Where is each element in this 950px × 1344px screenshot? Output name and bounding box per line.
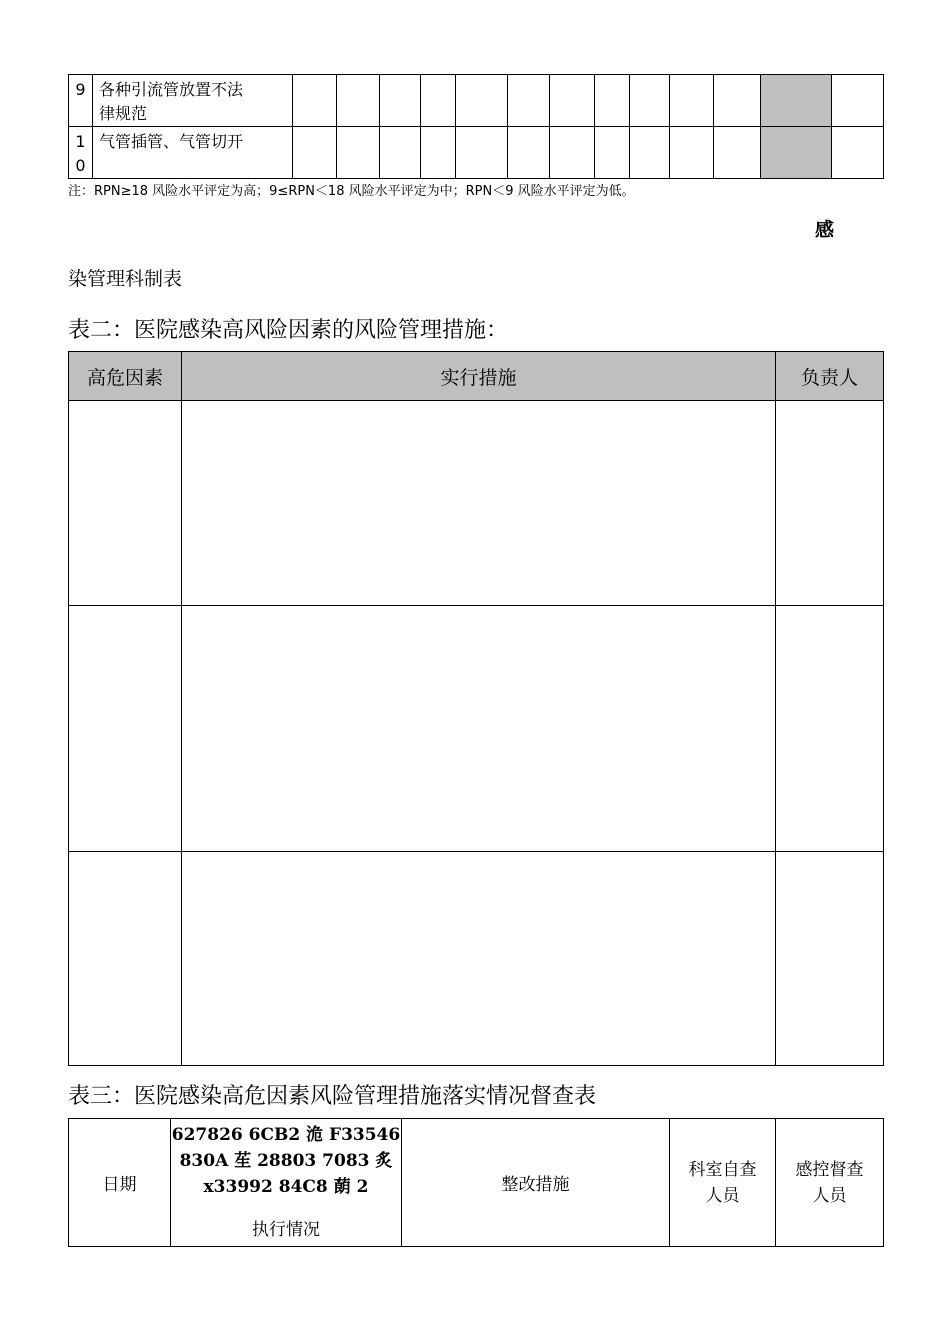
score-cell[interactable] bbox=[421, 127, 456, 179]
header-row bbox=[69, 1119, 884, 1247]
score-cell[interactable] bbox=[550, 127, 595, 179]
code-line: x33992 84C8 蓢 2 bbox=[203, 1177, 369, 1197]
header-line: 科室自查 bbox=[688, 1159, 757, 1180]
score-cell[interactable] bbox=[595, 127, 630, 179]
header-rectify: 整改措施 bbox=[402, 1119, 670, 1247]
score-cell[interactable] bbox=[508, 127, 550, 179]
responsible-cell[interactable] bbox=[776, 852, 884, 1066]
header-row bbox=[69, 352, 884, 401]
row-number-digit: 1 bbox=[75, 132, 86, 151]
header-line: 感控督查 bbox=[795, 1159, 864, 1180]
table2-title: 表二：医院感染高风险因素的风险管理措施： bbox=[68, 318, 509, 343]
score-cell[interactable] bbox=[456, 127, 508, 179]
header-high-risk-factor: 高危因素 bbox=[69, 352, 182, 401]
score-cell[interactable] bbox=[293, 75, 337, 127]
measure-cell[interactable] bbox=[182, 401, 776, 606]
measure-cell[interactable] bbox=[182, 606, 776, 852]
table3-title: 表三：医院感染高危因素风险管理措施落实情况督查表 bbox=[68, 1084, 597, 1109]
table-row bbox=[69, 127, 884, 179]
risk-item-line: 气管插管、气管切开 bbox=[99, 132, 244, 151]
header-execution bbox=[171, 1119, 402, 1247]
score-cell[interactable] bbox=[670, 75, 714, 127]
score-cell[interactable] bbox=[293, 127, 337, 179]
row-number-digit: 0 bbox=[75, 156, 86, 175]
shaded-cell bbox=[761, 127, 832, 179]
score-cell[interactable] bbox=[508, 75, 550, 127]
header-supervise bbox=[776, 1119, 884, 1247]
table-row bbox=[69, 401, 884, 606]
factor-cell[interactable] bbox=[69, 606, 182, 852]
supervision-table bbox=[68, 1118, 884, 1247]
risk-assessment-table bbox=[68, 74, 884, 179]
risk-item bbox=[93, 127, 293, 179]
score-cell[interactable] bbox=[832, 127, 884, 179]
factor-cell[interactable] bbox=[69, 852, 182, 1066]
header-responsible: 负责人 bbox=[776, 352, 884, 401]
score-cell[interactable] bbox=[456, 75, 508, 127]
score-cell[interactable] bbox=[380, 75, 421, 127]
score-cell[interactable] bbox=[337, 127, 380, 179]
shaded-cell bbox=[761, 75, 832, 127]
score-cell[interactable] bbox=[421, 75, 456, 127]
score-cell[interactable] bbox=[714, 127, 761, 179]
risk-measures-table bbox=[68, 351, 884, 1066]
score-cell[interactable] bbox=[832, 75, 884, 127]
risk-item-line: 各种引流管放置不法 bbox=[99, 80, 244, 99]
score-cell[interactable] bbox=[670, 127, 714, 179]
table-row bbox=[69, 852, 884, 1066]
score-cell[interactable] bbox=[630, 127, 670, 179]
header-measures: 实行措施 bbox=[182, 352, 776, 401]
score-cell[interactable] bbox=[550, 75, 595, 127]
table-row bbox=[69, 606, 884, 852]
code-line: 830A 苼 28803 7083 炙 bbox=[179, 1151, 393, 1171]
responsible-cell[interactable] bbox=[776, 606, 884, 852]
measure-cell[interactable] bbox=[182, 852, 776, 1066]
score-cell[interactable] bbox=[380, 127, 421, 179]
score-cell[interactable] bbox=[337, 75, 380, 127]
header-line: 人员 bbox=[812, 1185, 847, 1206]
header-date: 日期 bbox=[69, 1119, 171, 1247]
rpn-note: 注：RPN≥18 风险水平评定为高；9≤RPN＜18 风险水平评定为中；RPN＜9 风险水平评定为低。 bbox=[68, 184, 635, 199]
score-cell[interactable] bbox=[714, 75, 761, 127]
row-number bbox=[69, 127, 93, 179]
header-line: 人员 bbox=[705, 1185, 740, 1206]
signature-fragment: 感 bbox=[815, 219, 835, 241]
execution-label: 执行情况 bbox=[252, 1220, 320, 1240]
score-cell[interactable] bbox=[630, 75, 670, 127]
risk-item bbox=[93, 75, 293, 127]
risk-item-line: 律规范 bbox=[99, 104, 148, 123]
header-self-check bbox=[670, 1119, 776, 1247]
signature-text: 染管理科制表 bbox=[68, 268, 183, 290]
responsible-cell[interactable] bbox=[776, 401, 884, 606]
factor-cell[interactable] bbox=[69, 401, 182, 606]
score-cell[interactable] bbox=[595, 75, 630, 127]
table-row bbox=[69, 75, 884, 127]
row-number: 9 bbox=[69, 75, 93, 127]
code-line: 627826 6CB2 洈 F33546 bbox=[171, 1125, 401, 1145]
